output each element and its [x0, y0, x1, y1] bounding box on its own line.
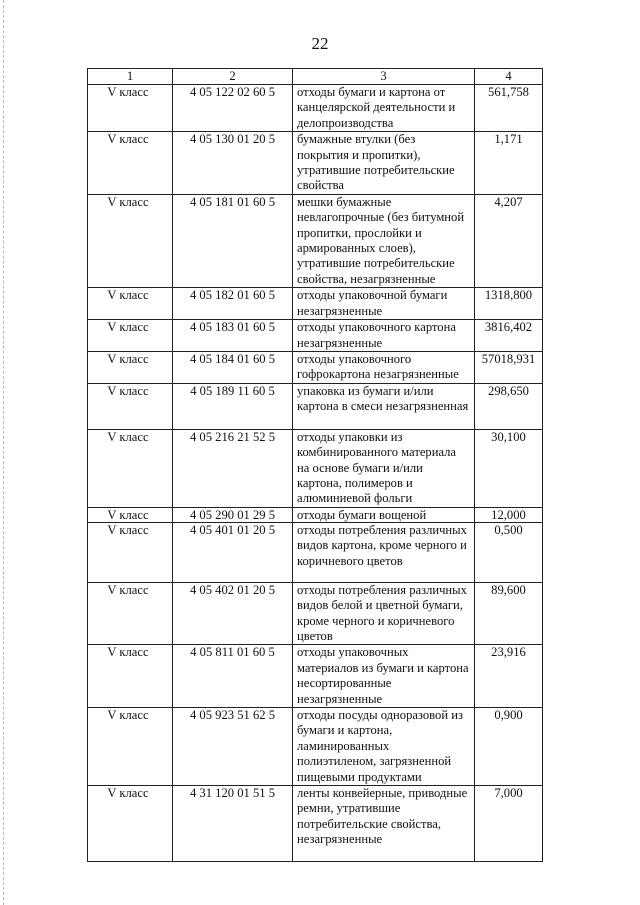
- amount-cell: 1,171: [475, 132, 543, 195]
- table-row: [88, 383, 543, 429]
- page-edge-line: [3, 0, 4, 905]
- waste-code-cell: 4 05 216 21 52 5: [173, 429, 293, 507]
- table-row: [88, 429, 543, 507]
- amount-cell: 57018,931: [475, 351, 543, 383]
- waste-code-cell: 4 05 402 01 20 5: [173, 582, 293, 645]
- page-number: 22: [311, 34, 329, 53]
- column-header: 1: [88, 69, 173, 85]
- waste-name-cell: отходы упаковочного гофрокартона незагрязненные: [293, 351, 475, 383]
- table-row: [88, 786, 543, 862]
- hazard-class-cell: V класс: [88, 383, 173, 429]
- waste-name-cell: отходы потребления различных видов белой и цветной бумаги, кроме черного и коричневого цветов: [293, 582, 475, 645]
- table-row: [88, 351, 543, 383]
- table-row: [88, 582, 543, 645]
- hazard-class-cell: V класс: [88, 351, 173, 383]
- hazard-class-cell: V класс: [88, 429, 173, 507]
- column-header: 2: [173, 69, 293, 85]
- waste-name-cell: отходы бумаги вощеной: [293, 507, 475, 522]
- table-row: [88, 320, 543, 352]
- hazard-class-cell: V класс: [88, 582, 173, 645]
- waste-code-cell: 4 05 181 01 60 5: [173, 194, 293, 287]
- waste-name-cell: отходы упаковочной бумаги незагрязненные: [293, 288, 475, 320]
- table-row: [88, 507, 543, 522]
- amount-cell: 1318,800: [475, 288, 543, 320]
- hazard-class-cell: V класс: [88, 708, 173, 786]
- waste-name-cell: бумажные втулки (без покрытия и пропитки), утратившие потребительские свойства: [293, 132, 475, 195]
- column-header: 3: [293, 69, 475, 85]
- waste-name-cell: мешки бумажные невлагопрочные (без битумной пропитки, прослойки и армированных слоев), утратившие потребительские свойства, незагрязненные: [293, 194, 475, 287]
- waste-name-cell: отходы упаковочного картона незагрязненные: [293, 320, 475, 352]
- hazard-class-cell: V класс: [88, 786, 173, 862]
- table-row: [88, 288, 543, 320]
- waste-code-cell: 4 05 182 01 60 5: [173, 288, 293, 320]
- table-row: [88, 645, 543, 708]
- amount-cell: 30,100: [475, 429, 543, 507]
- waste-name-cell: упаковка из бумаги и/или картона в смеси незагрязненная: [293, 383, 475, 429]
- amount-cell: 89,600: [475, 582, 543, 645]
- amount-cell: 23,916: [475, 645, 543, 708]
- column-header: 4: [475, 69, 543, 85]
- waste-code-cell: 4 05 183 01 60 5: [173, 320, 293, 352]
- waste-name-cell: отходы потребления различных видов картона, кроме черного и коричневого цветов: [293, 522, 475, 582]
- amount-cell: 298,650: [475, 383, 543, 429]
- table-header-row: [88, 69, 543, 85]
- hazard-class-cell: V класс: [88, 522, 173, 582]
- table-row: [88, 85, 543, 132]
- waste-code-cell: 4 05 401 01 20 5: [173, 522, 293, 582]
- hazard-class-cell: V класс: [88, 645, 173, 708]
- waste-code-cell: 4 05 923 51 62 5: [173, 708, 293, 786]
- hazard-class-cell: V класс: [88, 320, 173, 352]
- waste-name-cell: ленты конвейерные, приводные ремни, утратившие потребительские свойства, незагрязненные: [293, 786, 475, 862]
- hazard-class-cell: V класс: [88, 507, 173, 522]
- amount-cell: 0,900: [475, 708, 543, 786]
- table-row: [88, 194, 543, 287]
- amount-cell: 4,207: [475, 194, 543, 287]
- waste-code-cell: 4 05 184 01 60 5: [173, 351, 293, 383]
- waste-code-cell: 4 05 811 01 60 5: [173, 645, 293, 708]
- hazard-class-cell: V класс: [88, 194, 173, 287]
- waste-code-cell: 4 31 120 01 51 5: [173, 786, 293, 862]
- amount-cell: 3816,402: [475, 320, 543, 352]
- waste-name-cell: отходы бумаги и картона от канцелярской деятельности и делопроизводства: [293, 85, 475, 132]
- table-row: [88, 522, 543, 582]
- waste-code-cell: 4 05 290 01 29 5: [173, 507, 293, 522]
- amount-cell: 0,500: [475, 522, 543, 582]
- waste-name-cell: отходы посуды одноразовой из бумаги и картона, ламинированных полиэтиленом, загрязненной пищевыми продуктами: [293, 708, 475, 786]
- amount-cell: 561,758: [475, 85, 543, 132]
- hazard-class-cell: V класс: [88, 132, 173, 195]
- waste-code-cell: 4 05 122 02 60 5: [173, 85, 293, 132]
- amount-cell: 12,000: [475, 507, 543, 522]
- table-row: [88, 132, 543, 195]
- table-row: [88, 708, 543, 786]
- hazard-class-cell: V класс: [88, 288, 173, 320]
- waste-code-cell: 4 05 189 11 60 5: [173, 383, 293, 429]
- waste-table: [87, 68, 543, 862]
- hazard-class-cell: V класс: [88, 85, 173, 132]
- amount-cell: 7,000: [475, 786, 543, 862]
- waste-name-cell: отходы упаковки из комбинированного материала на основе бумаги и/или картона, полимеров и алюминиевой фольги: [293, 429, 475, 507]
- waste-code-cell: 4 05 130 01 20 5: [173, 132, 293, 195]
- waste-name-cell: отходы упаковочных материалов из бумаги и картона несортированные незагрязненные: [293, 645, 475, 708]
